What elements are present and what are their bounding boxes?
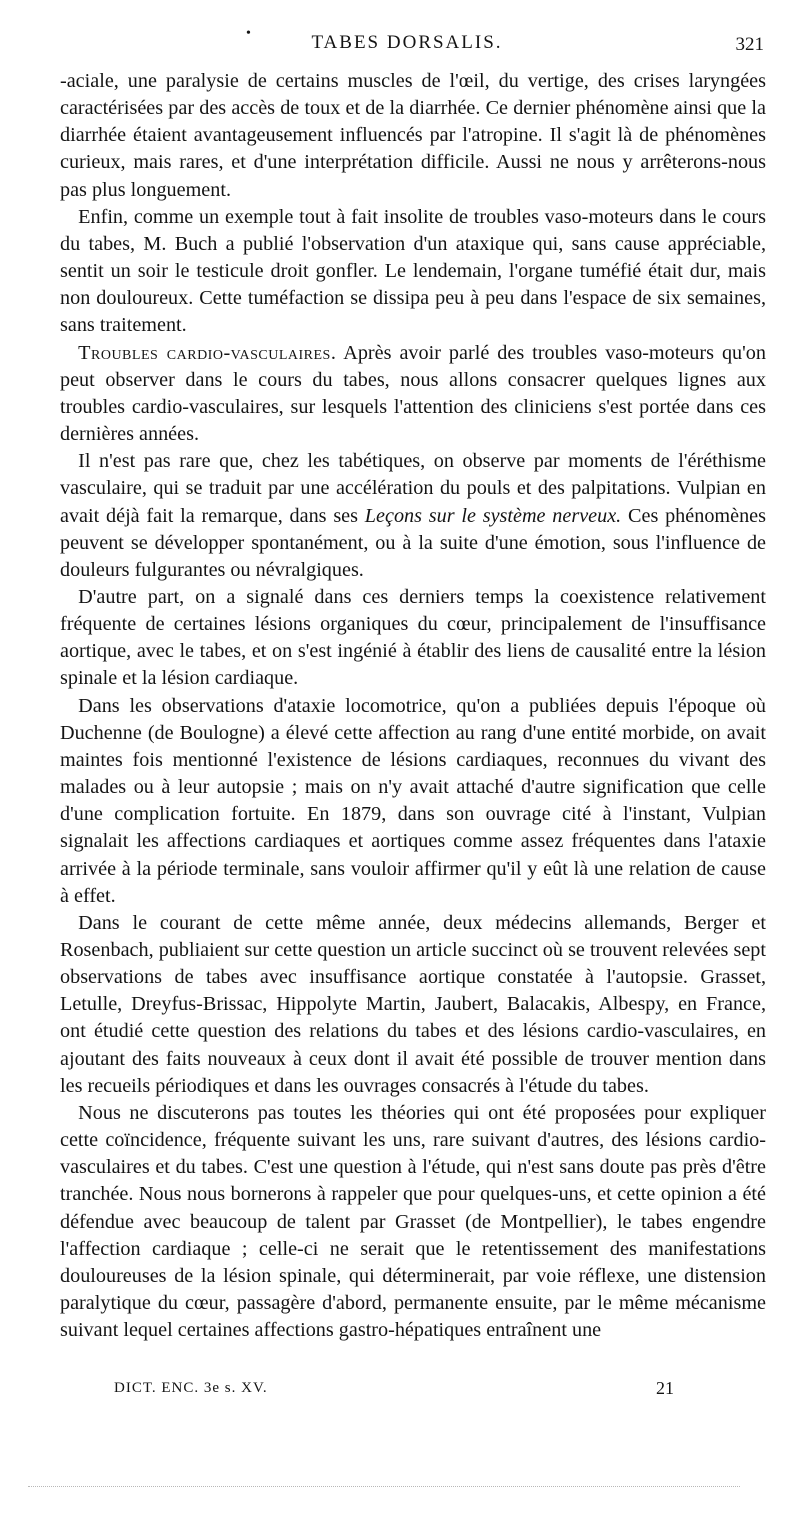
- running-title: TABES DORSALIS.: [311, 32, 503, 53]
- paragraph-observations: Dans les observations d'ataxie locomotrice, qu'on a publiées depuis l'époque où Duchenne (de Boulogne) a élevé cette affection au rang d'une entité morbide, on avait maintes fois mentionné l'existence de lésions cardiaques, reconnues du vivant des malades ou à leur autopsie ; mais on n'y avait attaché d'autre signification que celle d'une complication fortuite. En 1879, dans son ouvrage cité à l'instant, Vulpian signalait les affections cardiaques et aortiques comme assez fréquentes dans l'ataxie arrivée à la période terminale, sans vouloir affirmer qu'il y eût là une relation de cause à effet.: [60, 694, 766, 907]
- paragraph-text: Ces phénomènes peuvent se développer spontanément, ou à la suite d'une émotion, sous l'influence de douleurs fulgurantes ou névralgiques.: [60, 504, 767, 581]
- paragraph-erethisme: [60, 448, 766, 584]
- page-number: 321: [735, 34, 764, 55]
- printer-signature: DICT. ENC. 3e s. XV.: [114, 1380, 268, 1396]
- paragraph-testicule: Enfin, comme un exemple tout à fait insolite de troubles vaso-moteurs dans le cours du tabes, M. Buch a publié l'observation d'un ataxique qui, sans cause appréciable, sentit un soir le testicule droit gonfler. Le lendemain, l'organe tuméfié était dur, mais non douloureux. Cette tuméfaction se dissipa peu à peu dans l'espace de six semaines, sans traitement.: [60, 205, 766, 337]
- paragraph-text: Il n'est pas rare que, chez les tabétiques, on observe par moments de l'éréthisme vasculaire, qui se traduit par une accélération du pouls et des palpitations. Vulpian en avait déjà fait la remarque, dans ses: [60, 450, 766, 527]
- paragraph-theories: Nous ne discuterons pas toutes les théories qui ont été proposées pour expliquer cette coïncidence, fréquente suivant les uns, rare suivant d'autres, des lésions cardio-vasculaires et du tabes. C'est une question à l'étude, qui n'est sans doute pas près d'être tranchée. Nous nous bornerons à rappeler que pour quelques-uns, et cette opinion a été défendue avec beaucoup de talent par Grasset (de Montpellier), le tabes engendre l'affection cardiaque ; celle-ci ne serait que le retentissement des manifestations douloureuses de la lésion spinale, qui déterminerait, par voie réflexe, une distension paralytique du cœur, passagère d'abord, permanente ensuite, par le même mécanisme suivant lequel certaines affections gastro-hépatiques entraînent une: [60, 1101, 766, 1342]
- paragraph-text: Après avoir parlé des troubles vaso-moteurs qu'on peut observer dans le cours du tabes, nous allons consacrer quelques lignes aux troubles cardio-vasculaires, sur lesquels l'attention des cliniciens s'est portée dans ces dernières années.: [60, 341, 766, 446]
- header-mark: •: [246, 26, 251, 41]
- scan-artifact-line: [28, 1486, 740, 1493]
- paragraph-cardio-intro: [60, 340, 766, 449]
- signature-number: 21: [656, 1378, 674, 1398]
- body-text: [60, 68, 766, 1344]
- book-title: Leçons sur le système nerveux.: [364, 504, 622, 527]
- paragraph-berger-rosenbach: Dans le courant de cette même année, deux médecins allemands, Berger et Rosenbach, publiaient sur cette question un article succinct où se trouvent relevées sept observations de tabes avec insuffisance aortique constatée à l'autopsie. Grasset, Letulle, Dreyfus-Brissac, Hippolyte Martin, Jaubert, Balacakis, Albespy, en France, ont étudié cette question des relations du tabes et des lésions cardio-vasculaires, en ajoutant des faits nouveaux à ceux dont il avait été possible de trouver mention dans les recueils périodiques et dans les ouvrages consacrés à l'étude du tabes.: [60, 911, 766, 1097]
- page-header: [50, 28, 764, 62]
- paragraph-continuation: -aciale, une paralysie de certains muscles de l'œil, du vertige, des crises laryngées caractérisées par des accès de toux et de la diarrhée. Ce dernier phénomène ainsi que la diarrhée étaient avantageusement influencés par l'atropine. Il s'agit là de phénomènes curieux, mais rares, et d'une interprétation difficile. Aussi ne nous y arrêterons-nous pas plus longuement.: [60, 70, 766, 201]
- page-footer: [114, 1376, 674, 1404]
- paragraph-coexistence: D'autre part, on a signalé dans ces derniers temps la coexistence relativement fréquente de certaines lésions organiques du cœur, principalement de l'insuffisance aortique, avec le tabes, et on s'est ingénié à établir des liens de causalité entre la lésion spinale et la lésion cardiaque.: [60, 585, 766, 690]
- section-heading: Troubles cardio-vasculaires.: [78, 341, 337, 364]
